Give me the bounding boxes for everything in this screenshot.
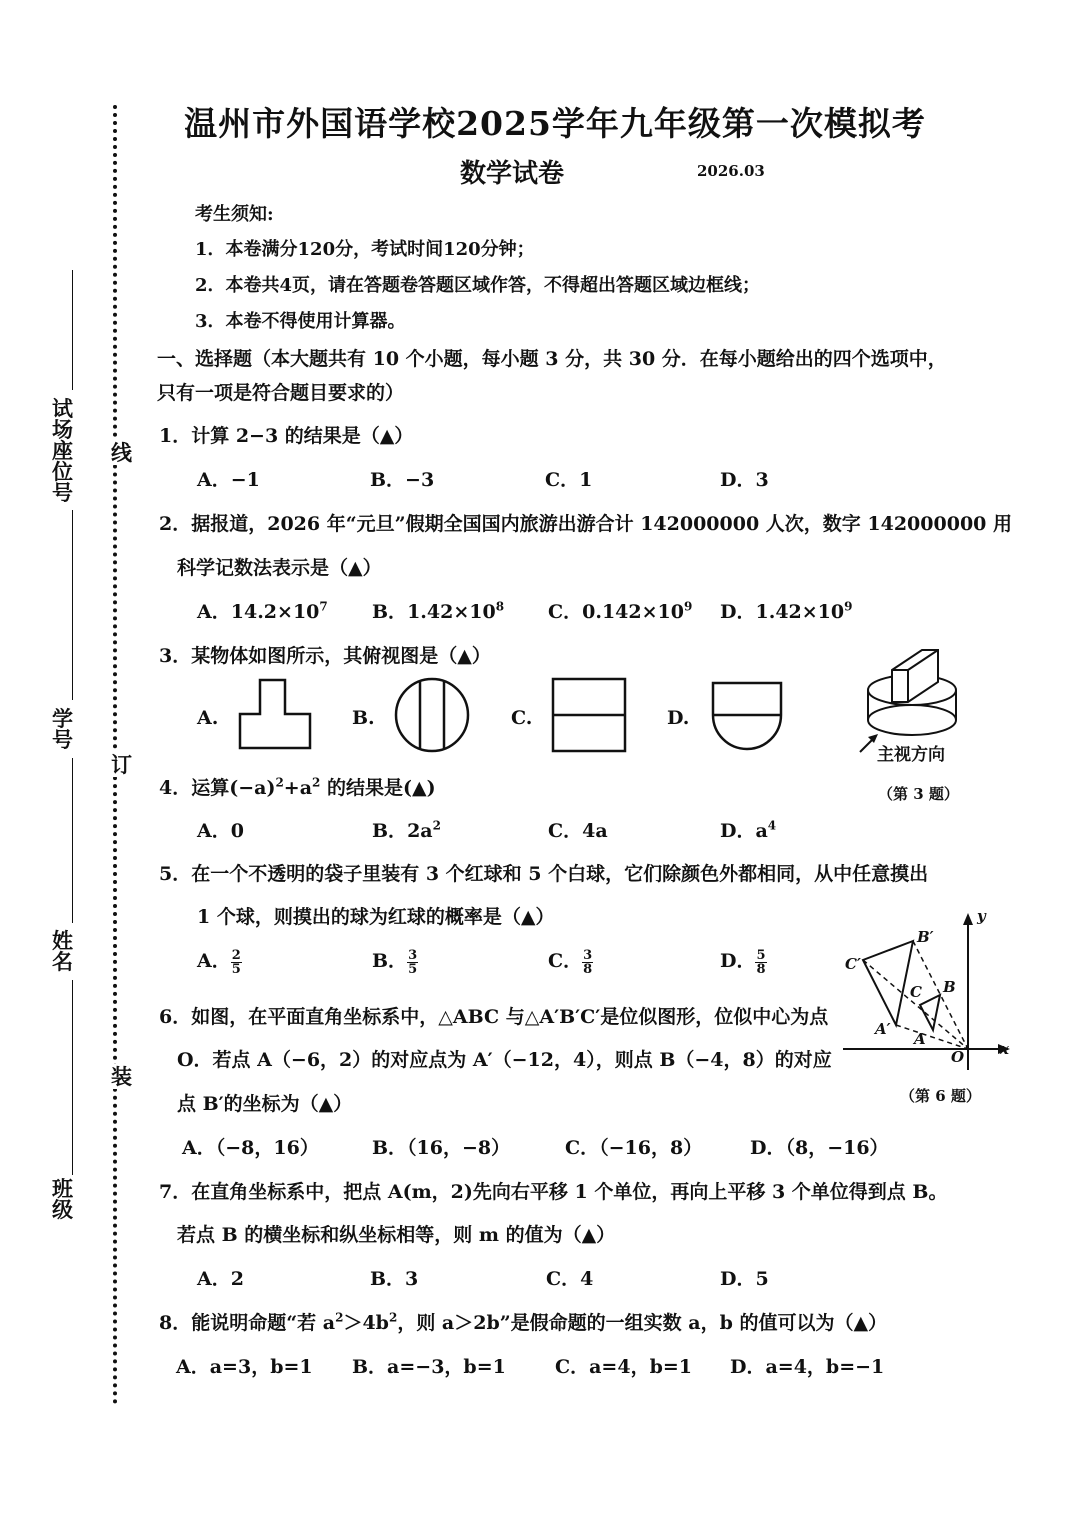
student-id-label: 学 号 bbox=[52, 706, 73, 752]
student-id-fill-line bbox=[72, 510, 73, 700]
q6-label-c: C bbox=[910, 983, 922, 1001]
q3-option-a-label: A. bbox=[197, 707, 219, 729]
q7-option-c: C．4 bbox=[546, 1268, 594, 1290]
q6-option-d: D．（8，−16） bbox=[750, 1137, 889, 1159]
q1-option-d: D．3 bbox=[720, 469, 769, 491]
q1-option-b: B．−3 bbox=[370, 469, 435, 491]
q7-option-a: A．2 bbox=[197, 1268, 244, 1290]
q3-stem: 3．某物体如图所示，其俯视图是（▲） bbox=[159, 645, 491, 667]
q6-label-b: B bbox=[943, 978, 956, 996]
exam-title: 温州市外国语学校2025学年九年级第一次模拟考 bbox=[184, 104, 926, 143]
q4-stem: 4．运算$(-a)^2+a^2$ 的结果是(▲) bbox=[159, 775, 436, 799]
notice-item: 3．本卷不得使用计算器。 bbox=[195, 311, 406, 332]
q6-option-b: B．（16，−8） bbox=[372, 1137, 511, 1159]
q5-stem-cont: 1 个球，则摸出的球为红球的概率是（▲） bbox=[197, 906, 555, 928]
q6-label-x: x bbox=[1000, 1040, 1009, 1058]
class-label: 班 级 bbox=[52, 1176, 73, 1222]
q6-option-c: C．（−16，8） bbox=[565, 1137, 703, 1159]
q8-option-b: B．a=−3，b=1 bbox=[352, 1356, 506, 1378]
q3-option-a-shape bbox=[230, 672, 320, 758]
q3-option-c-label: C. bbox=[511, 707, 533, 729]
notice-item: 2．本卷共4页，请在答题卷答题区域作答，不得超出答题区域边框线； bbox=[195, 275, 761, 296]
q8-option-c: C．a=4，b=1 bbox=[555, 1356, 692, 1378]
q1-stem: 1．计算 2−3 的结果是（▲） bbox=[159, 425, 414, 447]
q6-label-b-prime: B′ bbox=[917, 928, 934, 946]
q7-option-b: B．3 bbox=[370, 1268, 419, 1290]
seat-number-fill-line bbox=[72, 270, 73, 390]
section-heading: 一、选择题（本大题共有 10 个小题，每小题 3 分，共 30 分．在每小题给出的四个选项中， bbox=[157, 348, 947, 370]
q6-label-c-prime: C′ bbox=[845, 955, 861, 973]
q8-option-d: D．a=4，b=−1 bbox=[730, 1356, 885, 1378]
q6-label-a-prime: A′ bbox=[875, 1020, 891, 1038]
name-fill-line bbox=[72, 758, 73, 923]
q3-view-direction: 主视方向 bbox=[877, 745, 945, 765]
q6-label-y: y bbox=[977, 907, 986, 925]
q2-stem: 2．据报道，2026 年“元旦”假期全国国内旅游出游合计 142000000 人次，数字 142000000 用 bbox=[159, 513, 1012, 535]
q2-option-c: C．$0.142\times 10^9$ bbox=[548, 599, 693, 623]
q4-option-a: A．0 bbox=[197, 820, 244, 842]
q5-option-d: D． $\frac{5}{8}$ bbox=[720, 947, 766, 977]
q4-option-c: C．4a bbox=[548, 820, 608, 842]
q5-option-a: A． $\frac{2}{5}$ bbox=[197, 947, 241, 977]
binding-line-char: 线 bbox=[111, 440, 132, 465]
q8-option-a: A．a=3，b=1 bbox=[176, 1356, 313, 1378]
q8-stem: 8．能说明命题“若 $a^2>4b^2$，则 a＞2b”是假命题的一组实数 a，b 的值可以为（▲） bbox=[159, 1310, 888, 1334]
q6-stem: 6．如图，在平面直角坐标系中，△ABC 与△A′B′C′是位似图形，位似中心为点 bbox=[159, 1006, 829, 1028]
q2-option-b: B．$1.42\times 10^8$ bbox=[372, 599, 505, 623]
binding-ding-char: 订 bbox=[111, 752, 132, 777]
q7-stem: 7．在直角坐标系中，把点 A(m，2)先向右平移 1 个单位，再向上平移 3 个单位得到点 B。 bbox=[159, 1181, 948, 1203]
name-label: 姓 名 bbox=[52, 928, 73, 974]
section-heading-cont: 只有一项是符合题目要求的） bbox=[157, 382, 405, 404]
q1-option-a: A．−1 bbox=[197, 469, 260, 491]
class-fill-line bbox=[72, 980, 73, 1175]
q6-option-a: A．（−8，16） bbox=[182, 1137, 319, 1159]
notice-heading: 考生须知: bbox=[195, 204, 274, 225]
seat-number-label: 试 场 座 位 号 bbox=[52, 396, 73, 505]
q6-stem-cont: O．若点 A（−6，2）的对应点为 A′（−12，4），则点 B（−4，8）的对应 bbox=[177, 1049, 832, 1071]
q4-option-b: B．$2a^2$ bbox=[372, 818, 441, 842]
q7-option-d: D．5 bbox=[720, 1268, 769, 1290]
q3-caption: （第 3 题） bbox=[878, 785, 959, 803]
q4-option-d: D．$a^4$ bbox=[720, 818, 777, 842]
q3-option-b-shape bbox=[388, 672, 478, 758]
exam-date: 2026.03 bbox=[697, 162, 765, 180]
q5-stem: 5．在一个不透明的袋子里装有 3 个红球和 5 个白球，它们除颜色外都相同，从中任意摸出 bbox=[159, 863, 929, 885]
q7-stem-cont: 若点 B 的横坐标和纵坐标相等，则 m 的值为（▲） bbox=[177, 1224, 616, 1246]
notice-item: 1．本卷满分120分，考试时间120分钟； bbox=[195, 239, 535, 260]
q6-stem-cont2: 点 B′的坐标为（▲） bbox=[177, 1093, 353, 1115]
q3-option-b-label: B. bbox=[352, 707, 375, 729]
q2-stem-cont: 科学记数法表示是（▲） bbox=[177, 557, 382, 579]
q6-label-o: O bbox=[951, 1048, 965, 1066]
q3-option-d-shape bbox=[706, 675, 788, 755]
exam-subtitle: 数学试卷 bbox=[460, 159, 565, 189]
q2-option-a: A．$14.2\times 10^7$ bbox=[197, 599, 328, 623]
q2-option-d: D．$1.42\times 10^9$ bbox=[720, 599, 853, 623]
q6-label-a: A bbox=[914, 1030, 926, 1048]
q6-caption: （第 6 题） bbox=[900, 1087, 981, 1105]
q1-option-c: C．1 bbox=[545, 469, 593, 491]
binding-zhuang-char: 装 bbox=[111, 1064, 132, 1089]
q5-option-b: B． $\frac{3}{5}$ bbox=[372, 947, 418, 977]
q5-option-c: C． $\frac{3}{8}$ bbox=[548, 947, 593, 977]
q3-option-d-label: D. bbox=[667, 707, 690, 729]
q3-option-c-shape bbox=[546, 672, 634, 758]
